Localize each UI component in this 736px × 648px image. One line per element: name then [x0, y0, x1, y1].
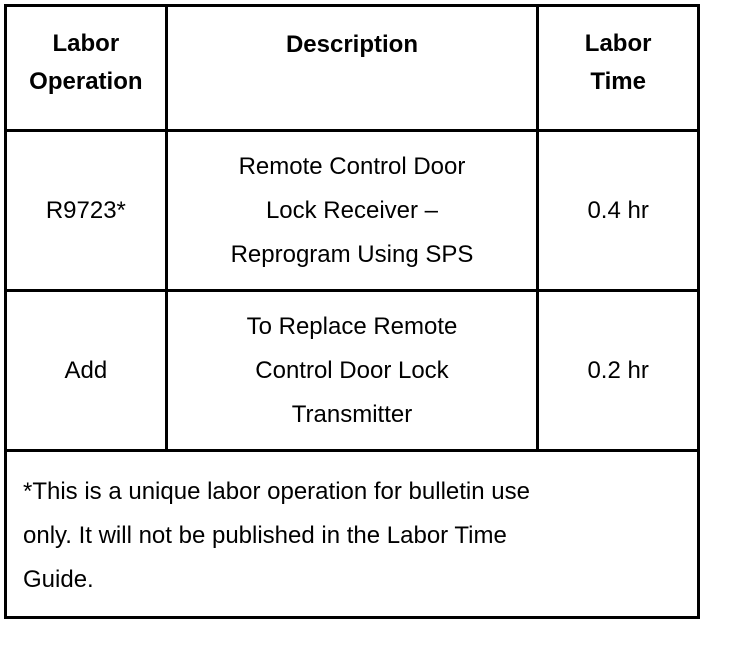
- footnote-line: only. It will not be published in the Labor Time: [23, 522, 507, 549]
- description-line: Control Door Lock: [255, 356, 449, 384]
- header-labor-operation-line1: Labor: [52, 30, 120, 57]
- labor-time-table: [4, 4, 700, 619]
- header-labor-operation-line2: Operation: [29, 68, 143, 95]
- footnote-line: *This is a unique labor operation for bulletin use: [23, 478, 530, 505]
- labor-operation-cell: R9723*: [6, 131, 167, 291]
- table-row: [6, 291, 699, 451]
- header-labor-time-line2: Time: [590, 68, 646, 95]
- description-line: Remote Control Door: [238, 152, 466, 180]
- footnote-cell: [6, 451, 699, 618]
- header-description-label: Description: [285, 31, 418, 58]
- header-labor-time: [538, 6, 699, 131]
- description-line: To Replace Remote: [246, 312, 458, 340]
- description-cell: [166, 291, 538, 451]
- footnote-line: Guide.: [23, 566, 94, 593]
- header-labor-operation: [6, 6, 167, 131]
- description-line: Lock Receiver –: [265, 196, 439, 224]
- description-line: Transmitter: [291, 400, 413, 428]
- description-line: Reprogram Using SPS: [230, 240, 474, 268]
- table-header-row: [6, 6, 699, 131]
- description-cell: [166, 131, 538, 291]
- labor-operation-cell: Add: [6, 291, 167, 451]
- header-labor-time-line1: Labor: [584, 30, 652, 57]
- table-row: [6, 131, 699, 291]
- header-description: [166, 6, 538, 131]
- labor-time-cell: 0.4 hr: [538, 131, 699, 291]
- labor-time-cell: 0.2 hr: [538, 291, 699, 451]
- footnote-row: [6, 451, 699, 618]
